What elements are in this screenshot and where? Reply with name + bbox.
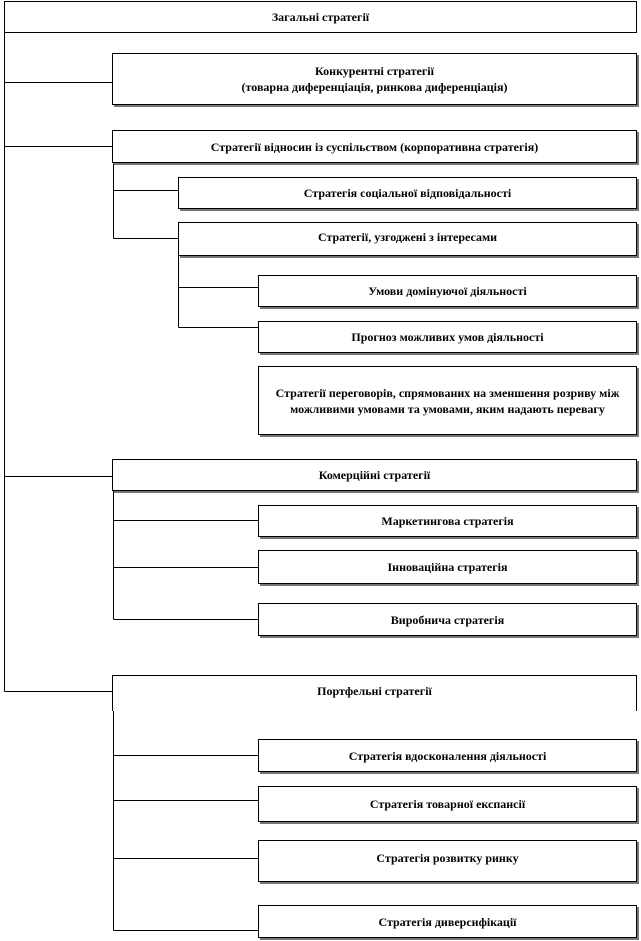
agreed-interests-label: Стратегії, узгоджені з інтересами bbox=[317, 230, 498, 244]
production-strategy-label: Виробнича стратегія bbox=[390, 612, 505, 627]
activity-improvement-label: Стратегія вдосконалення діяльності bbox=[348, 748, 547, 763]
negotiation-strategies-label: Стратегії переговорів, спрямованих на зменшення розриву між можливими умовами та умовами, яким надають перевагу bbox=[275, 385, 620, 416]
society-strategies-box bbox=[112, 130, 637, 163]
competitive-strategies-title: Конкурентні стратегії bbox=[315, 64, 434, 78]
activity-improvement-box bbox=[258, 739, 637, 772]
competitive-strategies-box bbox=[112, 53, 637, 105]
forecast-conditions-label: Прогноз можливих умов діяльності bbox=[351, 330, 544, 344]
commercial-strategies-box bbox=[112, 459, 637, 491]
production-strategy-box bbox=[258, 603, 637, 636]
commercial-strategies-label: Комерційні стратегії bbox=[318, 468, 431, 482]
competitive-strategies-subtitle: (товарна диференціація, ринкова диференціація) bbox=[241, 80, 508, 94]
innovation-strategy-label: Інноваційна стратегія bbox=[387, 560, 508, 574]
product-expansion-label: Стратегія товарної експансії bbox=[369, 797, 526, 811]
diversification-label: Стратегія диверсифікації bbox=[378, 914, 517, 929]
portfolio-strategies-box bbox=[112, 675, 637, 711]
negotiation-strategies-box bbox=[258, 366, 637, 435]
dominant-conditions-box bbox=[258, 275, 637, 307]
dominant-conditions-label: Умови домінуючої діяльності bbox=[368, 284, 527, 298]
marketing-strategy-box bbox=[258, 505, 637, 537]
portfolio-strategies-label: Портфельні стратегії bbox=[317, 684, 432, 698]
society-strategies-label: Стратегії відносин із суспільством (корпоративна стратегія) bbox=[210, 139, 539, 154]
social-responsibility-label: Стратегія соціальної відповідальності bbox=[303, 186, 512, 200]
root-label: Загальні стратегії bbox=[271, 10, 370, 24]
root-box bbox=[4, 1, 637, 33]
marketing-strategy-label: Маркетингова стратегія bbox=[381, 514, 514, 528]
market-development-label: Стратегія розвитку ринку bbox=[376, 851, 519, 865]
agreed-interests-box bbox=[178, 222, 637, 256]
innovation-strategy-box bbox=[258, 550, 637, 584]
product-expansion-box bbox=[258, 786, 637, 822]
diversification-box bbox=[258, 905, 637, 938]
social-responsibility-box bbox=[178, 177, 637, 209]
market-development-box bbox=[258, 840, 637, 882]
forecast-conditions-box bbox=[258, 321, 637, 353]
